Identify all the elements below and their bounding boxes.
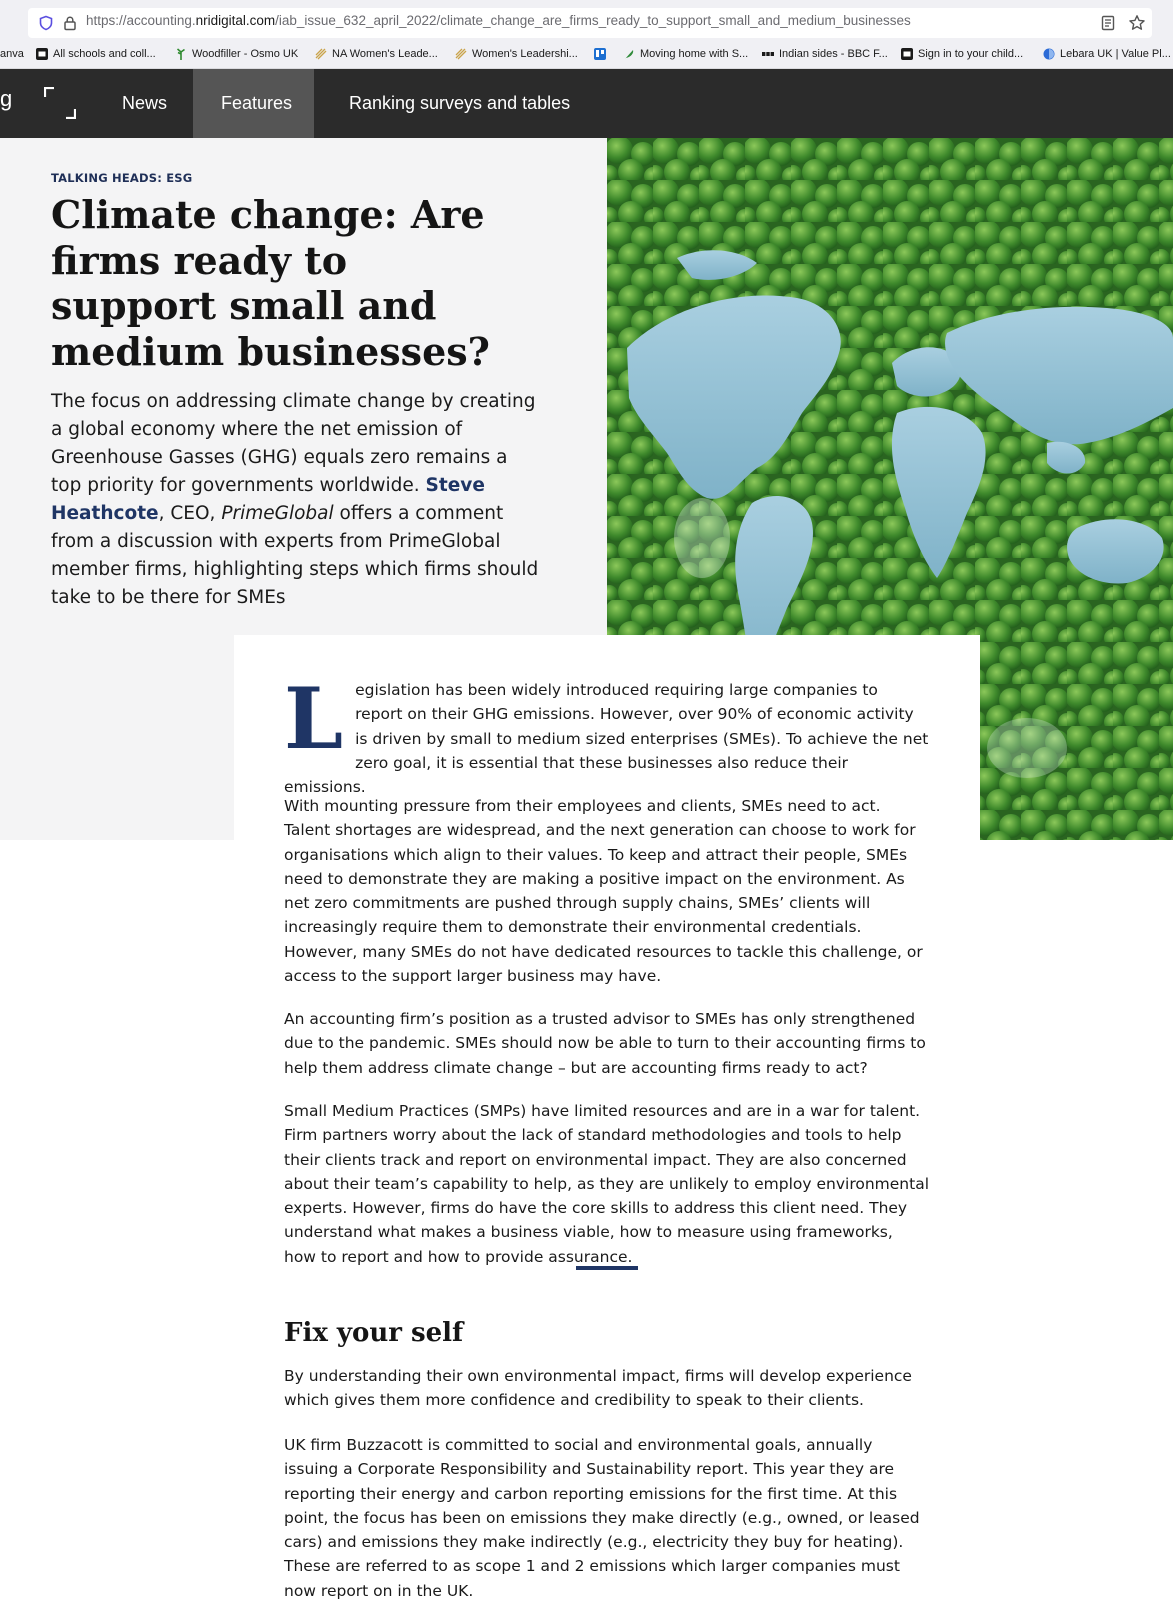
bookmark-item[interactable]: [623, 48, 748, 60]
body-paragraph: By understanding their own environmental impact, firms will develop experience which gives them more confidence and credibility to speak to their clients.: [284, 1367, 912, 1410]
body-paragraph: UK firm Buzzacott is committed to social and environmental goals, annually issuing a Corporate Responsibility and Sustainability report. This year they are reporting their energy and carbon reporting emissions for the first time. At this point, the focus has been on emissions they make directly (e.g., owned, or leased cars) and emissions they make indirectly (e.g., electricity they buy for heating). These are referred to as scope 1 and 2 emissions which larger companies must now report on in the UK.: [284, 1436, 920, 1600]
bookmark-item[interactable]: [901, 48, 1023, 60]
browser-toolbar: [0, 0, 1173, 44]
expand-icon[interactable]: [44, 87, 76, 119]
nav-features[interactable]: Features: [193, 69, 314, 138]
reader-view-icon[interactable]: [1100, 15, 1116, 31]
bookmark-item[interactable]: [1043, 48, 1171, 60]
bbc-icon: [762, 48, 774, 60]
drop-cap: L: [284, 669, 344, 768]
gov-icon: [901, 48, 913, 60]
gov-icon: [36, 48, 48, 60]
bookmark-label: Sign in to your child...: [918, 48, 1024, 60]
article-standfirst: [51, 388, 541, 612]
bookmark-label: anva: [0, 48, 24, 60]
standfirst-text: offers a comment from a discussion with experts from PrimeGlobal member firms, highlighting steps which firms should take to be there for SMEs: [51, 503, 539, 608]
section-divider: [576, 1266, 638, 1270]
nav-ranking-surveys[interactable]: Ranking surveys and tables: [349, 93, 571, 113]
bookmark-item[interactable]: [762, 48, 888, 60]
leaf-icon: [175, 48, 187, 60]
bookmark-label: Lebara UK | Value Pl...: [1060, 48, 1171, 60]
shield-icon[interactable]: [38, 15, 54, 31]
url-subdomain: accounting.: [126, 13, 196, 28]
feather-icon: [623, 48, 635, 60]
body-paragraph: With mounting pressure from their employees and clients, SMEs need to act. Talent shortages are widespread, and the next generation can choose to work for organisations which align to their values. To keep and attract their people, SMEs need to demonstrate they are making a positive impact on the environment. As net zero commitments are pushed through supply chains, SMEs’ clients will increasingly require them to demonstrate their environmental credentials. However, many SMEs do not have dedicated resources to tackle this challenge, or access to the support larger business may have.: [284, 797, 923, 986]
lebara-icon: [1043, 48, 1055, 60]
bookmark-label: NA Women's Leade...: [332, 48, 438, 60]
bookmark-star-icon[interactable]: [1128, 14, 1146, 32]
author-link[interactable]: Steve Heathcote: [51, 475, 485, 524]
article-kicker[interactable]: TALKING HEADS: ESG: [51, 171, 193, 185]
standfirst-text: , CEO,: [158, 503, 222, 524]
url-host: nridigital.com: [195, 13, 276, 28]
bookmark-label: Women's Leadershi...: [472, 48, 578, 60]
section-heading: Fix your self: [284, 1318, 464, 1348]
body-paragraph: [284, 669, 929, 799]
site-logo[interactable]: g: [0, 86, 13, 111]
bookmark-item[interactable]: [0, 48, 24, 60]
url-scheme: https://: [86, 13, 127, 28]
lock-icon[interactable]: [62, 15, 78, 31]
stripes-icon: [455, 48, 467, 60]
url-text[interactable]: [86, 13, 911, 28]
bookmark-item[interactable]: [315, 48, 438, 60]
site-nav: [0, 69, 1173, 138]
bookmark-item[interactable]: [36, 48, 156, 60]
article-title: Climate change: Are firms ready to support small and medium businesses?: [51, 192, 490, 374]
bookmark-item[interactable]: [455, 48, 578, 60]
body-paragraph: Small Medium Practices (SMPs) have limited resources and are in a war for talent. Firm partners worry about the lack of standard methodologies and tools to help their clients track and report on environmental impact. They are also concerned about their team’s capability to help, as they are unlikely to employ environmental experts. However, firms do have the core skills to address this client need. They understand what makes a business viable, how to measure using frameworks, how to report and how to provide assurance.: [284, 1102, 929, 1266]
bookmark-item[interactable]: [594, 48, 611, 60]
publication-name: PrimeGlobal: [221, 503, 334, 524]
stripes-icon: [315, 48, 327, 60]
standfirst-text: The focus on addressing climate change by creating a global economy where the net emission of Greenhouse Gasses (GHG) equals zero remains a top priority for governments worldwide.: [51, 391, 536, 496]
url-path: /iab_issue_632_april_2022/climate_change_are_firms_ready_to_support_small_and_medium_businesses: [275, 13, 911, 28]
bookmark-label: Moving home with S...: [640, 48, 749, 60]
bookmarks-bar: [0, 44, 1173, 69]
paragraph-text: egislation has been widely introduced requiring large companies to report on their GHG emissions. However, over 90% of economic activity is driven by small to medium sized enterprises (SMEs). To achieve the net zero goal, it is essential that these businesses also reduce their emissions.: [284, 681, 929, 797]
bookmark-label: All schools and coll...: [53, 48, 156, 60]
bookmark-item[interactable]: [175, 48, 298, 60]
trello-icon: [594, 48, 606, 60]
body-paragraph: An accounting firm’s position as a trusted advisor to SMEs has only strengthened due to the pandemic. SMEs should now be able to turn to their accounting firms to help them address climate change – but are accounting firms ready to act?: [284, 1010, 926, 1077]
bookmark-label: Woodfiller - Osmo UK: [192, 48, 299, 60]
nav-news[interactable]: News: [122, 93, 168, 113]
bookmark-label: Indian sides - BBC F...: [779, 48, 888, 60]
